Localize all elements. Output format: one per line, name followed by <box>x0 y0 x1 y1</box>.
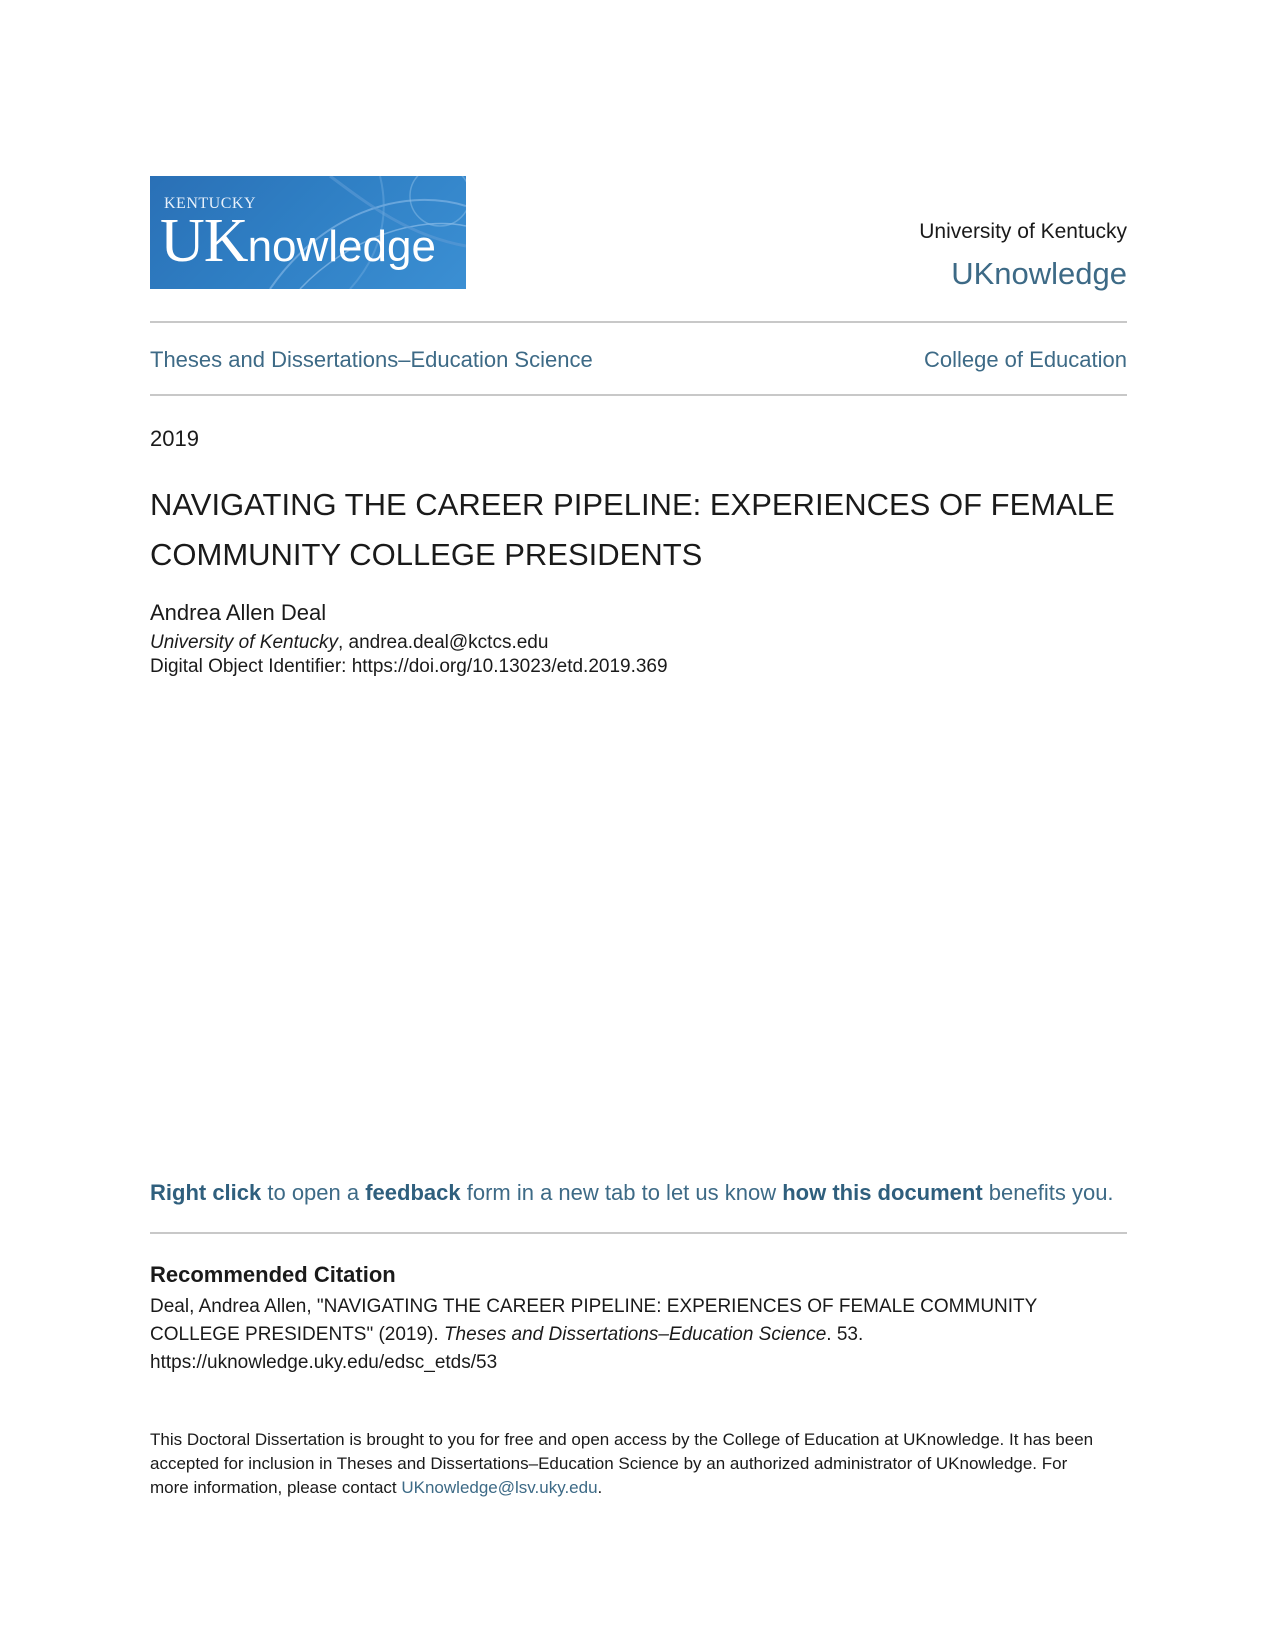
publication-year: 2019 <box>150 426 199 451</box>
citation-series: Theses and Dissertations–Education Science <box>443 1324 827 1345</box>
header-divider <box>150 321 1127 323</box>
university-name: University of Kentucky <box>919 220 1127 243</box>
citation-number: . 53. <box>826 1324 864 1345</box>
logo-kentucky-text: KENTUCKY <box>164 195 256 212</box>
contact-email-link[interactable]: UKnowledge@lsv.uky.edu <box>401 1478 598 1497</box>
access-end: . <box>597 1478 603 1497</box>
feedback-part-6: benefits you. <box>982 1180 1114 1205</box>
author-email: , andrea.deal@kctcs.edu <box>337 632 549 653</box>
uknowledge-logo[interactable] <box>150 176 466 289</box>
author-name: Andrea Allen Deal <box>150 600 327 625</box>
feedback-part-1: Right click <box>150 1180 262 1205</box>
doi-line: Digital Object Identifier: https://doi.org/10.13023/etd.2019.369 <box>150 656 668 677</box>
logo-nowledge: nowledge <box>247 222 436 271</box>
citation-url[interactable]: https://uknowledge.uky.edu/edsc_etds/53 <box>150 1352 498 1373</box>
feedback-link[interactable] <box>150 1180 1114 1206</box>
feedback-part-2: to open a <box>261 1180 366 1205</box>
nav-divider <box>150 394 1127 396</box>
author-institution: University of Kentucky <box>150 632 338 653</box>
feedback-part-4: form in a new tab to let us know <box>460 1180 783 1205</box>
document-page <box>150 0 1127 1650</box>
feedback-part-3: feedback <box>365 1180 461 1205</box>
access-text: This Doctoral Dissertation is brought to you for free and open access by the College of Education at UKnowledge. It has been accepted for inclusion in Theses and Dissertations–Education Science by an authorized administrator of UKnowledge. For more information, please contact <box>150 1430 1094 1497</box>
citation-text <box>150 1293 1127 1377</box>
logo-wordmark <box>160 207 436 275</box>
repository-link[interactable]: UKnowledge <box>951 256 1127 291</box>
feedback-divider <box>150 1232 1127 1234</box>
citation-main: Deal, Andrea Allen, "NAVIGATING THE CAREER PIPELINE: EXPERIENCES OF FEMALE COMMUNITY COLLEGE PRESIDENTS" (2019). <box>150 1296 1037 1345</box>
citation-heading: Recommended Citation <box>150 1262 396 1287</box>
series-link[interactable]: Theses and Dissertations–Education Science <box>150 347 593 372</box>
logo-uk: UK <box>160 207 248 275</box>
feedback-part-5: how this document <box>782 1180 983 1205</box>
document-title: NAVIGATING THE CAREER PIPELINE: EXPERIENCES OF FEMALE COMMUNITY COLLEGE PRESIDENTS <box>150 487 1115 572</box>
college-link[interactable]: College of Education <box>923 347 1127 372</box>
access-statement <box>150 1428 1110 1500</box>
author-affiliation <box>150 632 548 654</box>
